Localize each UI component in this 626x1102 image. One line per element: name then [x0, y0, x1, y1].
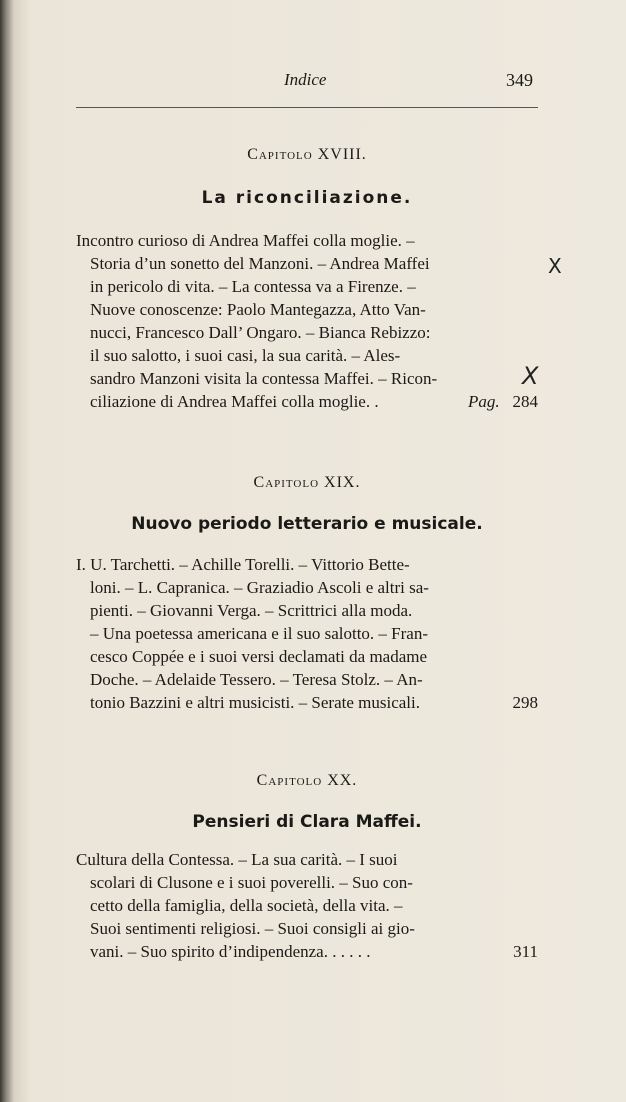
toc-line: in pericolo di vita. – La contessa va a Firenze. –	[90, 277, 416, 296]
toc-line: Cultura della Contessa. – La sua carità. – I suoi	[76, 850, 398, 869]
header-rule	[76, 107, 538, 108]
handwritten-x-mark: X	[548, 254, 562, 278]
chapter-label: Capitolo XIX.	[253, 474, 361, 491]
chapter-label: Capitolo XVIII.	[247, 146, 367, 163]
toc-line: pienti. – Giovanni Verga. – Scrittrici alla moda.	[90, 601, 413, 620]
toc-line: Storia d’un sonetto del Manzoni. – Andrea Maffei	[90, 254, 430, 273]
chapter-page: 284	[512, 392, 538, 411]
chapter-label: Capitolo XX.	[256, 772, 358, 789]
toc-line: Doche. – Adelaide Tessero. – Teresa Stolz. – An-	[90, 670, 423, 689]
toc-line-last: vani. – Suo spirito d’indipendenza. . . . . . 311	[90, 942, 538, 961]
toc-line: sandro Manzoni visita la contessa Maffei. – Ricon-	[90, 369, 438, 388]
toc-line-last: tonio Bazzini e altri musicisti. – Serate musicali. 298	[90, 693, 538, 712]
chapter-title: Pensieri di Clara Maffei.	[192, 812, 422, 832]
header-title: Indice	[284, 70, 327, 89]
chapter-page: 311	[513, 942, 538, 961]
chapter-title: Nuovo periodo letterario e musicale.	[131, 514, 483, 534]
pag-label: Pag.	[468, 392, 500, 411]
toc-line: scolari di Clusone e i suoi poverelli. – Suo con-	[90, 873, 413, 892]
toc-line: cetto della famiglia, della società, della vita. –	[90, 896, 403, 915]
toc-line: Incontro curioso di Andrea Maffei colla moglie. –	[76, 231, 415, 250]
running-header	[0, 70, 626, 94]
toc-line: – Una poetessa americana e il suo salotto. – Fran-	[90, 624, 429, 643]
chapter-title: La riconciliazione.	[201, 188, 413, 208]
toc-line: loni. – L. Capranica. – Graziadio Ascoli e altri sa-	[90, 578, 429, 597]
page-number: 349	[506, 70, 533, 90]
toc-line-last: ciliazione di Andrea Maffei colla moglie. . Pag. 284	[90, 392, 538, 411]
chapter-page: 298	[512, 693, 538, 712]
toc-line: il suo salotto, i suoi casi, la sua carità. – Ales-	[90, 346, 401, 365]
toc-line: nucci, Francesco Dall’ Ongaro. – Bianca Rebizzo:	[90, 323, 431, 342]
handwritten-x-mark: X	[522, 362, 539, 390]
toc-line: Suoi sentimenti religiosi. – Suoi consigli ai gio-	[90, 919, 415, 938]
toc-line: Nuove conoscenze: Paolo Mantegazza, Atto Van-	[90, 300, 426, 319]
toc-line: I. U. Tarchetti. – Achille Torelli. – Vittorio Bette-	[76, 555, 410, 574]
toc-line: cesco Coppée e i suoi versi declamati da madame	[90, 647, 428, 666]
